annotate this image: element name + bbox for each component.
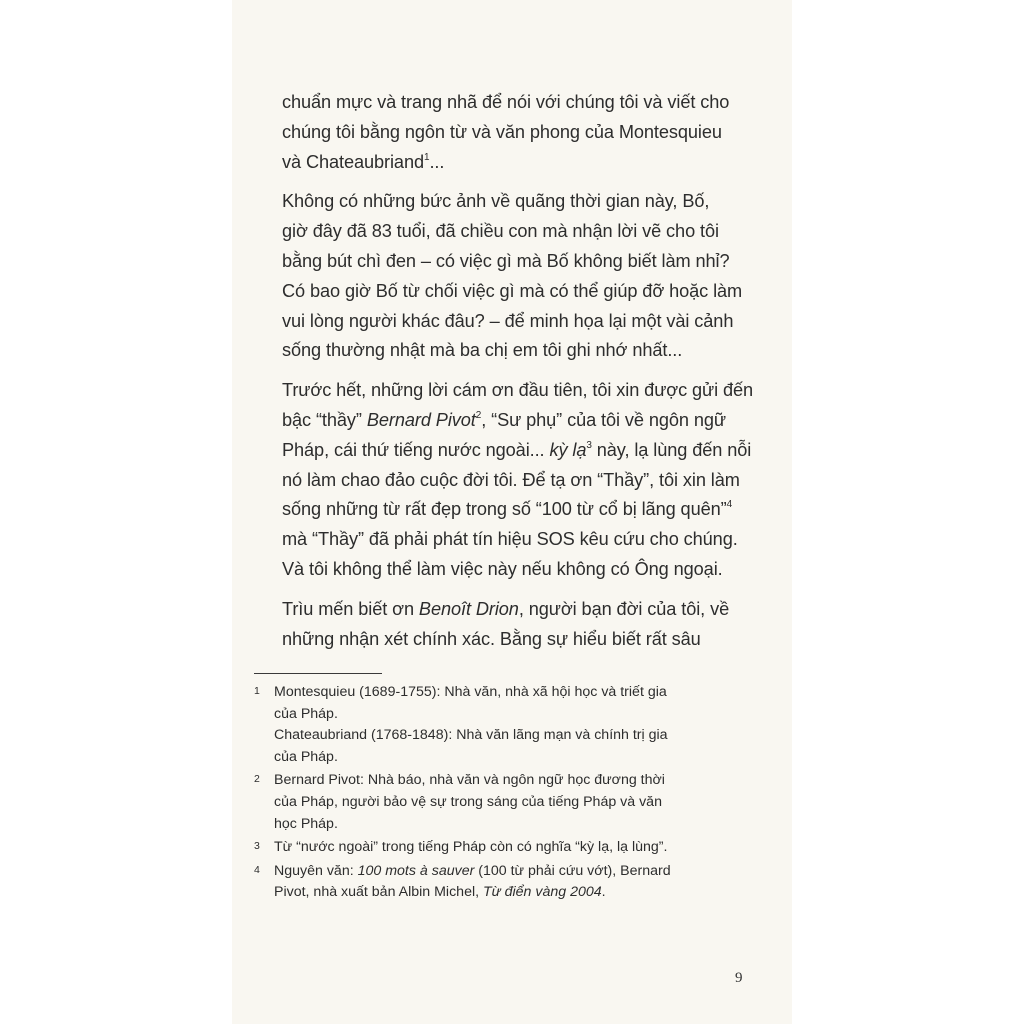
footnote-ref-4: 4 [726, 499, 733, 511]
footnote-4 [252, 861, 752, 904]
paragraph-3: Trước hết, những lời cám ơn đầu tiên, tôi xin được gửi đến bậc “thầy” Bernard Pivot$^2$, “Sư phụ” của tôi về ngôn ngữ Pháp, cái thứ tiếng nước ngoài... kỳ lạ$^3$ này, lạ lùng đến nỗi nó làm chao đảo cuộc đời tôi. Để tạ ơn “Thầy”, tôi xin làm sống những từ rất đẹp trong số “100 từ cổ bị lãng quên”$^4$ mà “Thầy” đã phải phát tín hiệu SOS kêu cứu cho chúng. Và tôi không thể làm việc này nếu không có Ông ngoại. [282, 380, 754, 579]
footnote-ref-1: 1 [423, 151, 430, 163]
footnotes [252, 682, 752, 906]
main-text [282, 88, 757, 664]
footnote-text: Bernard Pivot: Nhà báo, nhà văn và ngôn ngữ học đương thời của Pháp, người bảo vệ sự trong sáng của tiếng Pháp và văn học Pháp. [274, 772, 665, 832]
footnote-number: 2 [254, 773, 260, 786]
footnote-1 [252, 682, 752, 768]
page-number: 9 [735, 970, 743, 986]
book-page [232, 0, 792, 1024]
footnote-3 [252, 837, 752, 859]
footnote-text: Montesquieu (1689-1755): Nhà văn, nhà xã hội học và triết gia của Pháp. Chateaubriand (1768-1848): Nhà văn lãng mạn và chính trị gia của Pháp. [274, 684, 668, 765]
footnote-divider [254, 673, 382, 674]
footnote-ref-2: 2 [475, 409, 482, 421]
footnote-number: 1 [254, 685, 260, 697]
footnote-number: 4 [254, 863, 260, 876]
paragraph-1: chuẩn mực và trang nhã để nói với chúng tôi và viết cho chúng tôi bằng ngôn từ và văn phong của Montesquieu và Chateaubriand$^1$... [282, 92, 730, 172]
footnote-ref-3: 3 [586, 439, 592, 451]
paragraph-4: Trìu mến biết ơn Benoît Drion, người bạn đời của tôi, về những nhận xét chính xác. Bằng sự hiểu biết rất sâu [282, 598, 730, 649]
paragraph-2: Không có những bức ảnh về quãng thời gian này, Bố, giờ đây đã 83 tuổi, đã chiều con mà nhận lời vẽ cho tôi bằng bút chì đen – có việc gì mà Bố không biết làm nhỉ? Có bao giờ Bố từ chối việc gì mà có thể giúp đỡ hoặc làm vui lòng người khác đâu? – để minh họa lại một vài cảnh sống thường nhật mà ba chị em tôi ghi nhớ nhất... [282, 191, 743, 361]
footnote-2 [252, 770, 752, 835]
footnote-text: Từ “nước ngoài” trong tiếng Pháp còn có nghĩa “kỳ lạ, lạ lùng”. [274, 839, 668, 856]
footnote-number: 3 [254, 840, 260, 853]
footnote-text: Nguyên văn: 100 mots à sauver (100 từ phải cứu vớt), Bernard Pivot, nhà xuất bản Albin Michel, Từ điển vàng 2004. [274, 862, 671, 901]
